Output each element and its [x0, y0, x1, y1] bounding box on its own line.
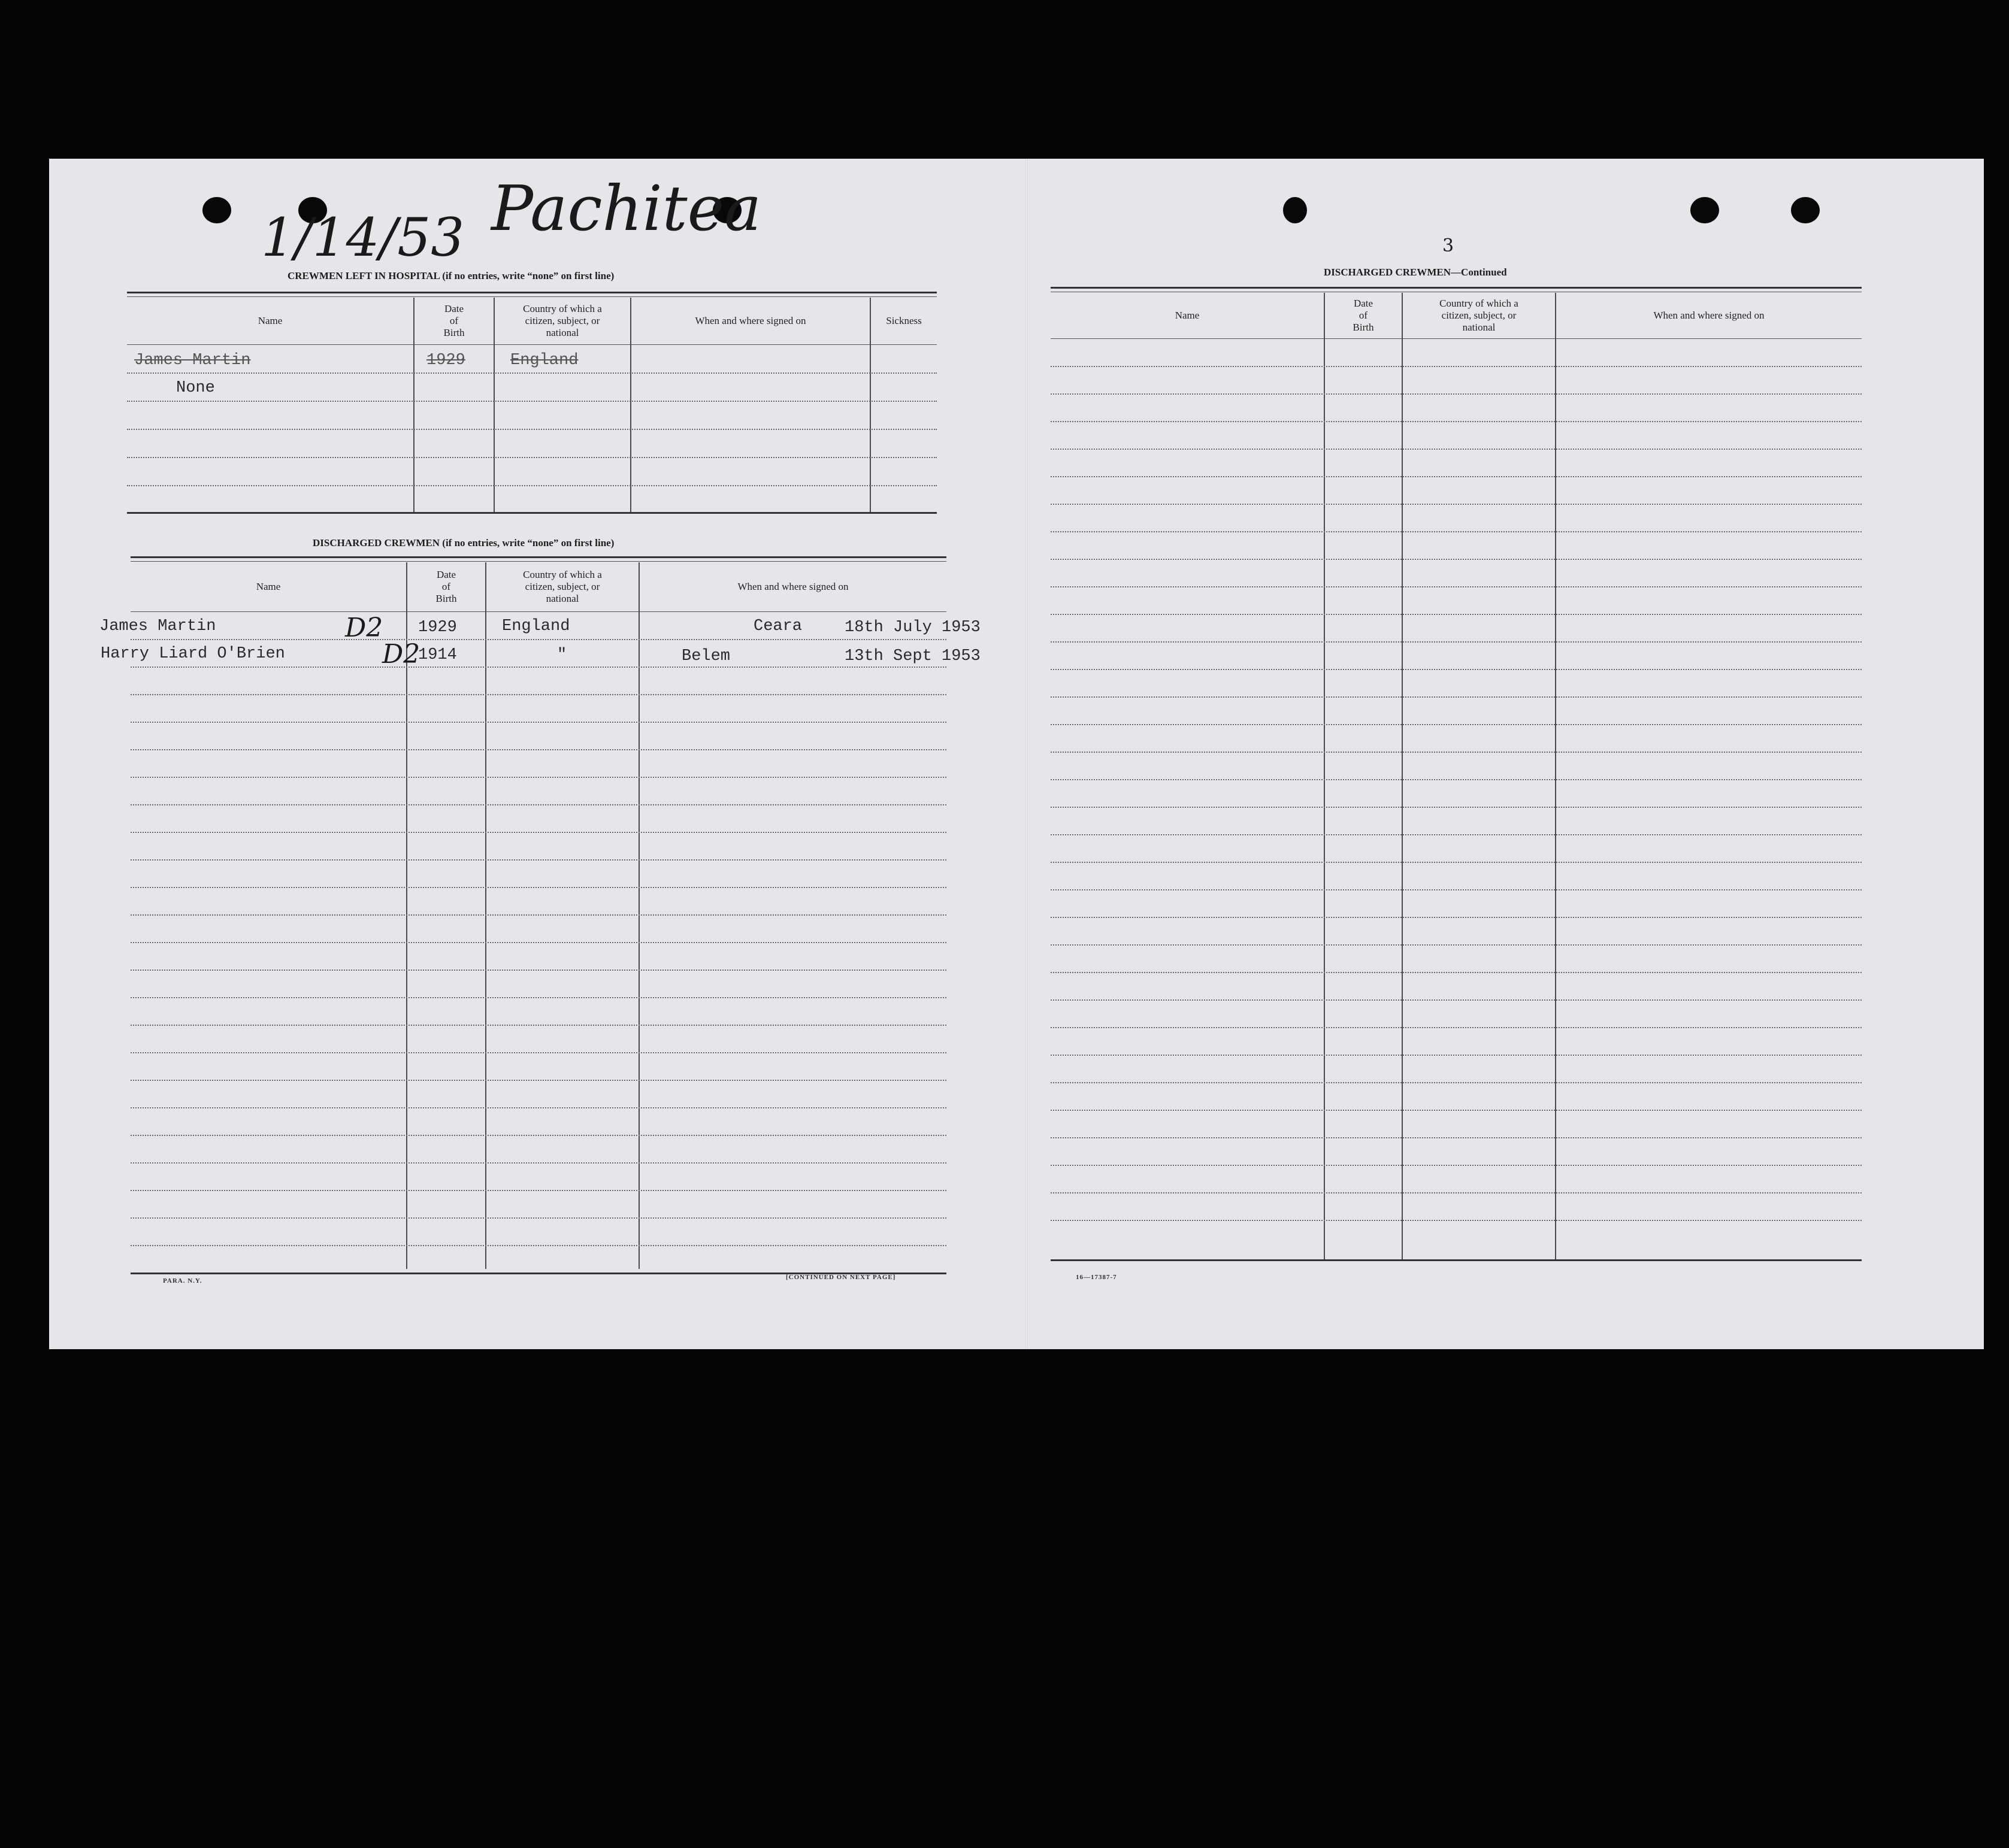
punch-hole	[1690, 197, 1719, 223]
crew-birth: 1914	[418, 646, 457, 664]
crew-name: Harry Liard O'Brien	[101, 645, 285, 663]
section-title: CREWMEN LEFT IN HOSPITAL	[288, 270, 440, 281]
hospital-section-caption	[288, 270, 614, 282]
form-sheet	[49, 159, 1984, 1349]
col-header-signed-on: When and where signed on	[1653, 310, 1765, 321]
col-header-date-of-birth: Date of Birth	[435, 569, 457, 604]
discharge-initials: D2	[382, 639, 420, 669]
discharged-table	[99, 556, 981, 1275]
struck-country: England	[510, 352, 579, 369]
col-header-date-of-birth: Date of Birth	[443, 303, 465, 338]
signed-on-place: Ceara	[754, 617, 803, 635]
hospital-table	[127, 292, 937, 514]
col-header-date-of-birth: Date of Birth	[1353, 298, 1374, 333]
section-title: DISCHARGED CREWMEN	[313, 537, 440, 549]
page-fold	[1025, 159, 1028, 1349]
col-header-sickness: Sickness	[886, 315, 922, 326]
crew-country: England	[502, 617, 570, 635]
section-title: DISCHARGED CREWMEN	[1324, 266, 1451, 278]
section-subtitle: (if no entries, write “none” on first line)	[442, 270, 615, 281]
signed-on-date: 13th Sept 1953	[845, 647, 981, 665]
struck-name: James Martin	[134, 352, 251, 369]
footer-continued-label: [CONTINUED ON NEXT PAGE]	[786, 1274, 896, 1281]
crew-country: "	[557, 646, 567, 664]
discharged-section-caption	[313, 537, 614, 549]
col-header-country: Country of which a citizen, subject, or national	[523, 303, 602, 338]
section-subtitle: (if no entries, write “none” on first line)	[442, 537, 615, 549]
col-header-name: Name	[1175, 310, 1200, 321]
hospital-none-entry: None	[176, 379, 215, 397]
discharge-initials: D2	[345, 613, 383, 643]
punch-hole	[202, 197, 231, 223]
crew-birth: 1929	[418, 619, 457, 637]
punch-hole	[1283, 197, 1307, 223]
col-header-country: Country of which a citizen, subject, or national	[523, 569, 602, 604]
col-header-country: Country of which a citizen, subject, or national	[1439, 298, 1518, 333]
page-number: 3	[1442, 235, 1454, 256]
footer-left-label: PARA. N.Y.	[163, 1277, 202, 1284]
signed-on-place: Belem	[682, 647, 731, 665]
col-header-name: Name	[256, 581, 281, 592]
handwritten-date: 1/14/53	[261, 207, 465, 268]
struck-birth: 1929	[426, 352, 465, 369]
handwritten-vessel-name: Pachitea	[491, 172, 762, 245]
continued-table	[1051, 287, 1862, 1267]
crew-name: James Martin	[99, 617, 216, 635]
continued-section-caption	[1324, 266, 1507, 278]
punch-hole	[1791, 197, 1820, 223]
col-header-signed-on: When and where signed on	[695, 315, 806, 326]
footer-form-number: 16—17387-7	[1076, 1274, 1117, 1281]
col-header-name: Name	[258, 315, 283, 326]
col-header-signed-on: When and where signed on	[737, 581, 849, 592]
signed-on-date: 18th July 1953	[845, 619, 981, 637]
section-title-suffix: —Continued	[1451, 266, 1507, 278]
